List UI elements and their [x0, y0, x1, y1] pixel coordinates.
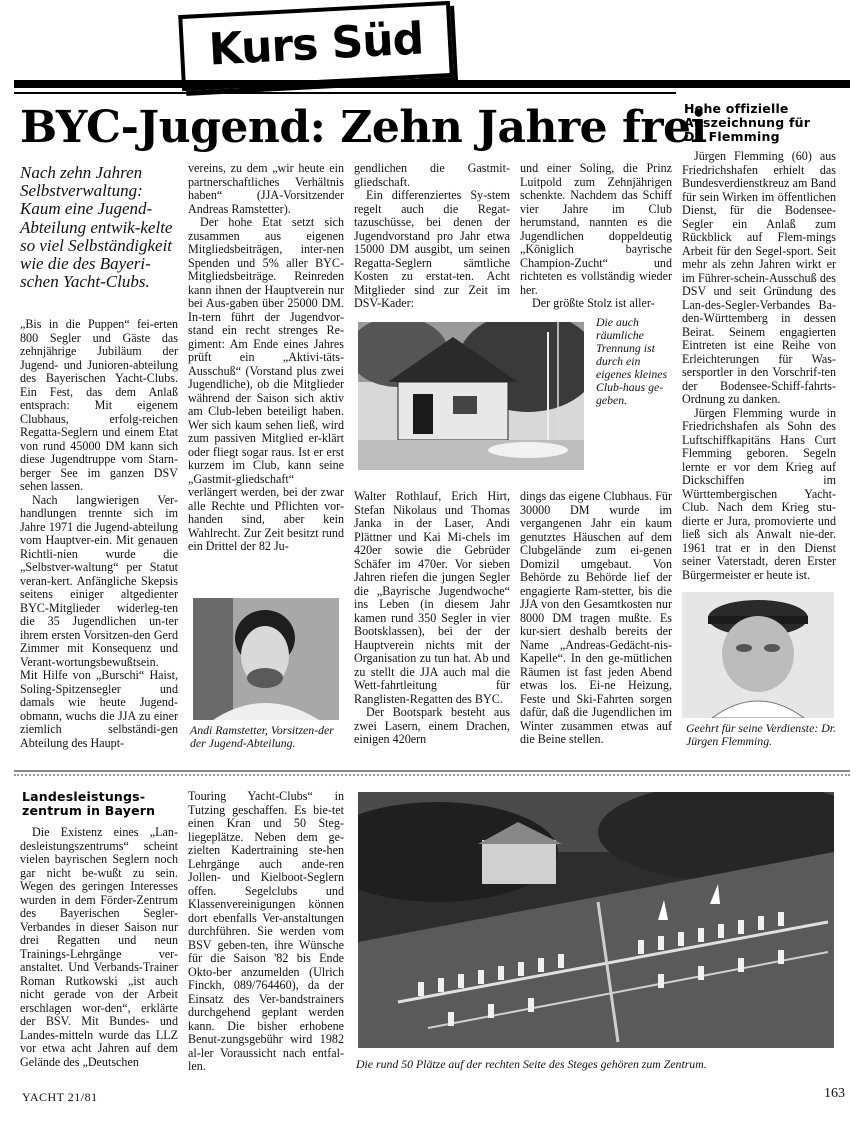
- paragraph: Die Existenz eines „Lan-desleistungszentrums“ scheint vielen bayrischen Seglern noch gar nicht be-wußt zu sein. Wegen des geringen Interesses wurden in dem Förder-Zentrum des Bayerischen Segler-Verbandes in dieser Saison nur drei Regatten und neun Trainings-Lehrgänge ver-anstaltet. Und Verbands-Trainer Roman Rutkowski „ist auch nicht gerade von der Arbeit erschlagen wor-den“, erklärte der BSV. Mit Bundes- und Landes-mitteln wurde das LLZ vor etwa acht Jahren auf dem Gelände des „Deutschen: [20, 825, 178, 1069]
- paragraph: Ein differenziertes Sy-stem regelt auch die Regat-tazuschüsse, bei denen der Jugendvorstand pro Jahr etwa 15000 DM ausgibt, um seinen Regatta-Seglern sämtliche Kosten zu erstat-ten. Acht Mitglieder sind zur Zeit im DSV-Kader:: [354, 188, 510, 310]
- section-divider: [14, 770, 850, 772]
- paragraph: und einer Soling, die Prinz Luitpold zum Zehnjährigen schenkte. Nachdem das Schiff vier Jahre im Club herumstand, nannten es die Jugendlichen doppeldeutig „Königlich bayrische Champion-Zucht“ und richteten es vollständig wieder her.: [520, 161, 672, 297]
- headline: BYC-Jugend: Zehn Jahre frei: [20, 102, 707, 153]
- paragraph: Jürgen Flemming (60) aus Friedrichshafen erhielt das Bundesverdienstkreuz am Band für sein Wirken im öffentlichen Dienst, für die Bodensee-Segler ein Anlaß zum Rückblick auf Flem-mings Arbeit für den Segel-sport. Seit mehr als zehn Jahren wirkt er im Führer-schein-Ausschuß des DSV und seit Gründung des Lan-des-Segler-Verbandes Ba-den-Württemberg in dessen Beirat. Seinem engagierten Eintreten ist eine Reihe von Erleichterungen für Was-sersportler in den Vorschrif-ten der Bodensee-Schiff-fahrts-Ordnung zu danken.: [682, 149, 836, 406]
- main-article-col3-top: [354, 162, 510, 311]
- bottom-article-heading: Landesleistungs-zentrum in Bayern: [22, 789, 156, 818]
- ramstetter-photo: [193, 598, 339, 720]
- portrait-illustration: [682, 592, 834, 718]
- bottom-article-col2: [188, 790, 344, 1074]
- main-article-col1: [20, 318, 178, 750]
- main-article-col2: [188, 162, 344, 554]
- main-article-col3-bottom: [354, 490, 510, 747]
- paragraph: Touring Yacht-Clubs“ in Tutzing geschaffen. Es bie-tet einen Kran und 50 Steg-liegeplätze. Neben dem ge-zielten Kadertraining ste-hen Lehrgänge auch ande-ren Jollen- und Kielboot-Seglern offen. Segelclubs und Klassenvereinigungen können dort ebenfalls Ver-anstaltungen durchführen. Sie werden vom BSV geben-ten, ihre Wünsche für die Saison '82 bis Ende Okto-ber anzumelden (Ulrich Finckh, 089/764460), da der Einsatz des Ver-bandstrainers durchgehend geplant werden kann. Die bisher erhobene Benut-zungsgebühr wird 1982 al-ler Voraussicht nach entfal-len.: [188, 789, 344, 1073]
- harbour-aerial-photo: [358, 792, 834, 1048]
- paragraph: Nach langwierigen Ver-handlungen trennte sich im Jahre 1971 die Jugend-abteilung vom Hauptver-ein. Mit genauen Richtli-nien wurde die „Selbstver-waltung“ per Statut veran-kert. Anfängliche Skepsis seitens einiger altgedienter BYC-Mitglieder widerleg-ten die 35 Jugendlichen un-ter ihrem ersten Vorsitzen-den Gerd Zimmer mit Konsequenz und Verant-wortungsbewußtsein. Mit Hilfe von „Burschi“ Haist, Soling-Spitzensegler und damals wie heute Jugend-obmann, wuchs die JJA zu einer ziemlich selbständi-gen Abteilung des Haupt-: [20, 492, 178, 750]
- intro-text: Nach zehn Jahren Selbstverwaltung: Kaum eine Jugend-Abteilung entwik-kelte so viel Selbständigkeit wie die des Bayeri-schen Yacht-Clubs.: [20, 163, 173, 292]
- portrait-illustration: [193, 598, 339, 720]
- section-label: Kurs Süd: [207, 13, 425, 76]
- paragraph: Walter Rothlauf, Erich Hirt, Stefan Nikolaus und Thomas Janka in der Laser, Andi Plättner und Kai Mi-chels im 420er sowie die Gebrüder Schäfer im 470er. Vor sieben Jahren riefen die jungen Segler die „Bayrische Jugendwoche“ ins Leben (in diesem Jahr kamen rund 350 Segler in vier Bootsklassen), bei der der Hauptverein nichts mit der Organisation zu tun hat. Ab und zu stellt die JJA auch mal die Wett-fahrtleitung für Ranglisten-Regatten des BYC.: [354, 489, 510, 706]
- paragraph: Der größte Stolz ist aller-: [532, 296, 655, 310]
- flemming-caption: Geehrt für seine Verdienste: Dr. Jürgen Flemming.: [686, 721, 836, 748]
- paragraph: Der hohe Etat setzt sich zusammen aus eigenen Mitgliedsbeiträgen, inter-nen Spenden und 5% aller BYC-Mitgliedsbeiträge. Reinreden kann ihnen der Hauptverein nur bei Aus-gaben über 25000 DM. In-tern führt der Jugendvor-stand ein recht strenges Re-giment: Am Ende eines Jahres prüft ein „Aktivi-täts-Ausschuß“ (Vorstand plus zwei Jugendliche), ob die Mitglieder während der Saison sich aktiv am Club-leben beteiligt haben. Wer sich kaum sehen ließ, wird zum passiven Mitglied er-klärt oder fliegt sogar raus. Ist er erst kurzem im Club, kann seine „Gastmit-gliedschaft“ verlängert werden, bei der zwar alle Rechte und Pflichten vor-handen sind, aber kein Wahlrecht. Zur Zeit besitzt rund ein Drittel der 82 Ju-: [188, 215, 344, 553]
- sidebar-text: [682, 150, 836, 582]
- paragraph: Jürgen Flemming wurde in Friedrichshafen als Sohn des Luftschiffkapitäns Hans Curt Flemming geboren. Segeln lernte er vor dem Krieg auf Dickschiffen im Württembergischen Yacht-Club. Nach dem Krieg stu-dierte er Jura, promovierte und ließ sich als Anwalt nie-der. 1961 trat er in den Dienst seiner Vaterstadt, deren Erster Bürgermeister er heute ist.: [682, 405, 836, 582]
- paragraph: gendlichen die Gastmit-gliedschaft.: [354, 161, 510, 189]
- clubhouse-illustration: [358, 322, 584, 470]
- sidebar-heading: Hohe offizielle Auszeichnung für Dr. Flemming: [684, 101, 811, 144]
- bottom-article-col1: [20, 826, 178, 1069]
- paragraph: Der Bootspark besteht aus zwei Lasern, einem Drachen, einigen 420ern: [354, 705, 510, 746]
- magazine-issue: YACHT 21/81: [22, 1090, 98, 1104]
- paragraph: vereins, zu dem „wir heute ein partnerschaftliches Verhältnis haben“ (JJA-Vorsitzender Andreas Ramstetter).: [188, 161, 344, 216]
- top-rule: [14, 80, 850, 88]
- main-article-col4-top: [520, 162, 672, 311]
- paragraph: dings das eigene Clubhaus. Für 30000 DM wurde im vergangenen Jahr ein kaum genutztes Häuschen auf dem Clubgelände zum ei-genen Domizil umgebaut. Von Behörde zu Behörde lief der engagierte Ram-stetter, bis die JJA von den Gesamtkosten nur 8000 DM tragen mußte. Es kur-siert deshalb bereits der Name „Andreas-Gedächt-nis-Kapelle“. In den ge-mütlichen Räumen ist fast jeden Abend etwas los. Ei-ne Heizung, Feste und Ski-Fahrten sorgen dafür, daß die Jugendlichen im Winter zusammen etwas auf die Beine stellen.: [520, 489, 672, 746]
- ramstetter-caption: Andi Ramstetter, Vorsitzen-der der Jugend-Abteilung.: [190, 723, 334, 750]
- main-article-col4-bottom: [520, 490, 672, 747]
- clubhouse-photo: [358, 322, 584, 470]
- section-divider-dots: [14, 774, 850, 778]
- flemming-photo: [682, 592, 834, 718]
- page-number: 163: [824, 1086, 845, 1101]
- top-rule-thin: [14, 92, 676, 94]
- section-badge: [178, 1, 454, 91]
- clubhouse-caption: Die auch räumliche Trennung ist durch ein eigenes kleines Club-haus ge-geben.: [596, 315, 668, 407]
- harbour-caption: Die rund 50 Plätze auf der rechten Seite des Steges gehören zum Zentrum.: [356, 1057, 707, 1071]
- harbour-illustration: [358, 792, 834, 1048]
- paragraph: „Bis in die Puppen“ fei-erten 800 Segler und Gäste das zehnjährige Jubiläum der Jugend- und Junioren-abteilung des Bayerischen Yacht-Clubs. Ein Fest, das dem Anlaß entsprach: Mit eigenem Clubhaus, erfolg-reichen Regatta-Seglern und einem Etat von rund 45000 DM kann sich diese Jugendtruppe vom Starn-berger See im ganzen DSV sehen lassen.: [20, 317, 178, 493]
